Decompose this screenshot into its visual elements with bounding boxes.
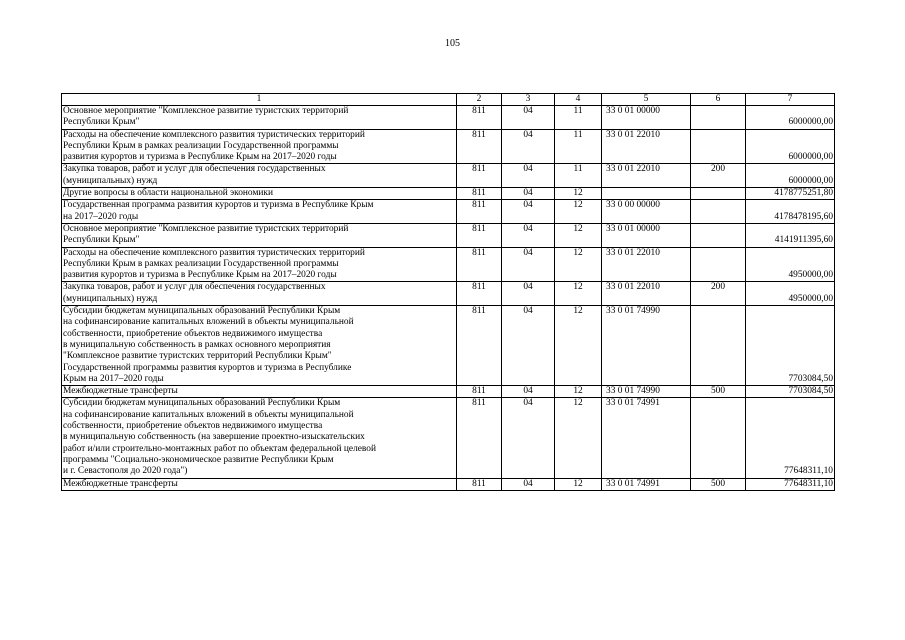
row-name-cell: Субсидии бюджетам муниципальных образований Республики Крым на софинансирование капитальных вложений в объекты муниципальной собственности, приобретение объектов недвижимого имущества в муниципальную собственность (на завершение проектно-изыскательских работ и/или строительно-монтажных работ по объектам федеральной целевой программы "Социально-экономическое развитие Республики Крым и г. Севастополя до 2020 года") <box>62 398 457 478</box>
row-expense-type-cell: 200 <box>691 164 746 188</box>
header-cell: 4 <box>555 94 602 106</box>
row-amount-cell: 4950000,00 <box>746 282 835 306</box>
row-expense-type-cell: 500 <box>691 478 746 490</box>
row-section-cell: 04 <box>502 282 555 306</box>
row-amount-cell: 4950000,00 <box>746 247 835 282</box>
table-row <box>62 282 835 306</box>
table-row <box>62 247 835 282</box>
row-subsection-cell: 12 <box>555 247 602 282</box>
table-row <box>62 106 835 130</box>
row-amount-cell: 6000000,00 <box>746 106 835 130</box>
row-grbs-cell: 811 <box>457 247 502 282</box>
row-amount-cell: 77648311,10 <box>746 478 835 490</box>
row-section-cell: 04 <box>502 223 555 247</box>
row-amount-cell: 4178478195,60 <box>746 200 835 224</box>
table-row <box>62 129 835 164</box>
row-name-cell: Расходы на обеспечение комплексного развития туристических территорий Республики Крым в рамках реализации Государственной программы развития курортов и туризма в Республике Крым на 2017–2020 годы <box>62 247 457 282</box>
table-row <box>62 164 835 188</box>
row-name-cell: Закупка товаров, работ и услуг для обеспечения государственных (муниципальных) нужд <box>62 282 457 306</box>
row-expense-type-cell <box>691 106 746 130</box>
row-target-article-cell: 33 0 01 00000 <box>602 223 691 247</box>
row-section-cell: 04 <box>502 478 555 490</box>
row-target-article-cell: 33 0 01 74990 <box>602 306 691 386</box>
row-target-article-cell: 33 0 01 74990 <box>602 386 691 398</box>
row-grbs-cell: 811 <box>457 106 502 130</box>
table-row <box>62 478 835 490</box>
row-name-cell: Основное мероприятие "Комплексное развитие туристских территорий Республики Крым" <box>62 106 457 130</box>
row-section-cell: 04 <box>502 247 555 282</box>
row-target-article-cell: 33 0 01 22010 <box>602 129 691 164</box>
header-cell: 5 <box>602 94 691 106</box>
row-section-cell: 04 <box>502 398 555 478</box>
row-expense-type-cell <box>691 188 746 200</box>
row-expense-type-cell <box>691 223 746 247</box>
row-subsection-cell: 11 <box>555 129 602 164</box>
row-name-cell: Расходы на обеспечение комплексного развития туристических территорий Республики Крым в рамках реализации Государственной программы развития курортов и туризма в Республике Крым на 2017–2020 годы <box>62 129 457 164</box>
budget-table <box>61 93 835 491</box>
table-row <box>62 200 835 224</box>
row-name-cell: Другие вопросы в области национальной экономики <box>62 188 457 200</box>
row-grbs-cell: 811 <box>457 129 502 164</box>
row-section-cell: 04 <box>502 106 555 130</box>
header-cell: 2 <box>457 94 502 106</box>
row-expense-type-cell <box>691 247 746 282</box>
row-grbs-cell: 811 <box>457 282 502 306</box>
row-subsection-cell: 12 <box>555 200 602 224</box>
row-subsection-cell: 11 <box>555 164 602 188</box>
row-amount-cell: 4141911395,60 <box>746 223 835 247</box>
row-section-cell: 04 <box>502 386 555 398</box>
row-amount-cell: 6000000,00 <box>746 129 835 164</box>
row-target-article-cell: 33 0 01 00000 <box>602 106 691 130</box>
row-subsection-cell: 11 <box>555 106 602 130</box>
row-amount-cell: 77648311,10 <box>746 398 835 478</box>
row-target-article-cell <box>602 188 691 200</box>
row-target-article-cell: 33 0 01 22010 <box>602 282 691 306</box>
row-subsection-cell: 12 <box>555 282 602 306</box>
row-section-cell: 04 <box>502 129 555 164</box>
row-amount-cell: 7703084,50 <box>746 306 835 386</box>
header-cell: 6 <box>691 94 746 106</box>
header-cell: 1 <box>62 94 457 106</box>
row-grbs-cell: 811 <box>457 306 502 386</box>
row-grbs-cell: 811 <box>457 164 502 188</box>
row-section-cell: 04 <box>502 164 555 188</box>
header-row <box>62 94 835 106</box>
row-name-cell: Закупка товаров, работ и услуг для обеспечения государственных (муниципальных) нужд <box>62 164 457 188</box>
header-cell: 7 <box>746 94 835 106</box>
row-subsection-cell: 12 <box>555 223 602 247</box>
table-row <box>62 223 835 247</box>
row-grbs-cell: 811 <box>457 386 502 398</box>
row-name-cell: Основное мероприятие "Комплексное развитие туристских территорий Республики Крым" <box>62 223 457 247</box>
row-grbs-cell: 811 <box>457 223 502 247</box>
row-name-cell: Межбюджетные трансферты <box>62 478 457 490</box>
row-grbs-cell: 811 <box>457 478 502 490</box>
table-row <box>62 188 835 200</box>
row-expense-type-cell: 200 <box>691 282 746 306</box>
row-subsection-cell: 12 <box>555 306 602 386</box>
page-number: 105 <box>445 38 460 49</box>
row-name-cell: Субсидии бюджетам муниципальных образований Республики Крым на софинансирование капитальных вложений в объекты муниципальной собственности, приобретение объектов недвижимого имущества в муниципальную собственность в рамках основного мероприятия "Комплексное развитие туристских территорий Республики Крым" Государственной программы развития курортов и туризма в Республике Крым на 2017–2020 годы <box>62 306 457 386</box>
row-name-cell: Государственная программа развития курортов и туризма в Республике Крым на 2017–2020 годы <box>62 200 457 224</box>
row-section-cell: 04 <box>502 188 555 200</box>
row-expense-type-cell <box>691 129 746 164</box>
row-expense-type-cell <box>691 200 746 224</box>
row-name-cell: Межбюджетные трансферты <box>62 386 457 398</box>
row-target-article-cell: 33 0 01 22010 <box>602 164 691 188</box>
row-target-article-cell: 33 0 01 74991 <box>602 478 691 490</box>
row-subsection-cell: 12 <box>555 386 602 398</box>
row-expense-type-cell: 500 <box>691 386 746 398</box>
row-target-article-cell: 33 0 00 00000 <box>602 200 691 224</box>
table-row <box>62 306 835 386</box>
row-amount-cell: 4178775251,80 <box>746 188 835 200</box>
row-target-article-cell: 33 0 01 74991 <box>602 398 691 478</box>
row-subsection-cell: 12 <box>555 398 602 478</box>
row-section-cell: 04 <box>502 200 555 224</box>
table-row <box>62 398 835 478</box>
row-grbs-cell: 811 <box>457 200 502 224</box>
row-section-cell: 04 <box>502 306 555 386</box>
header-cell: 3 <box>502 94 555 106</box>
row-expense-type-cell <box>691 398 746 478</box>
row-grbs-cell: 811 <box>457 398 502 478</box>
row-subsection-cell: 12 <box>555 478 602 490</box>
row-subsection-cell: 12 <box>555 188 602 200</box>
row-expense-type-cell <box>691 306 746 386</box>
row-amount-cell: 7703084,50 <box>746 386 835 398</box>
row-target-article-cell: 33 0 01 22010 <box>602 247 691 282</box>
row-grbs-cell: 811 <box>457 188 502 200</box>
table-row <box>62 386 835 398</box>
row-amount-cell: 6000000,00 <box>746 164 835 188</box>
